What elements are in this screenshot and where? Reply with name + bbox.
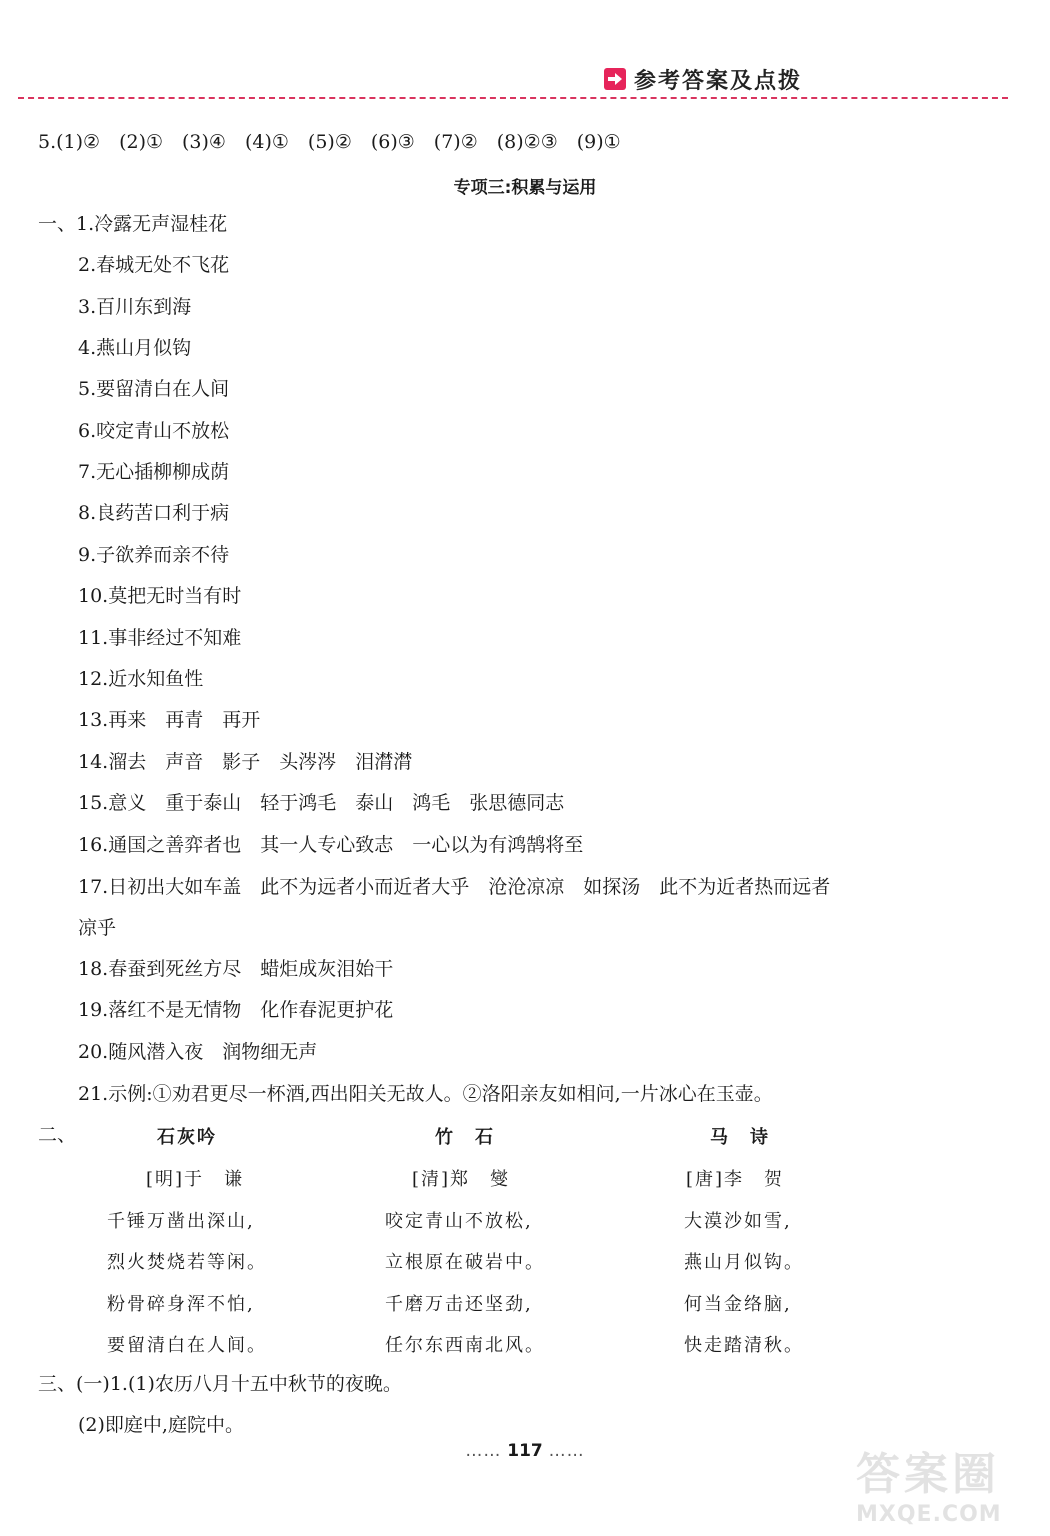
poem-line: 立根原在破岩中。: [385, 1252, 545, 1273]
answer-q5: 5.(1)② (2)① (3)④ (4)① (5)② (6)③ (7)② (8)②③ (9)①: [38, 131, 621, 153]
answer-line: 15.意义 重于泰山 轻于鸿毛 泰山 鸿毛 张思德同志: [78, 792, 565, 814]
header-divider: [18, 97, 1008, 99]
answer-line: 7.无心插柳柳成荫: [78, 461, 230, 483]
answer-line: 16.通国之善弈者也 其一人专心致志 一心以为有鸿鹄将至: [78, 834, 584, 856]
poem-line: 大漠沙如雪,: [684, 1211, 792, 1232]
answer-line: 21.示例:①劝君更尽一杯酒,西出阳关无故人。②洛阳亲友如相问,一片冰心在玉壶。: [78, 1083, 773, 1105]
poem-title: 马 诗: [710, 1127, 770, 1148]
watermark-logo: [856, 1438, 1036, 1530]
answer-line: 19.落红不是无情物 化作春泥更护花: [78, 999, 394, 1021]
watermark-text: 答案圈: [856, 1449, 1000, 1500]
answer-line: 凉乎: [78, 917, 117, 939]
answer-line: 3.百川东到海: [78, 296, 192, 318]
section-title: 专项三:积累与运用: [453, 178, 597, 198]
answer-line: 13.再来 再青 再开: [78, 709, 261, 731]
page-header: [604, 62, 802, 96]
poem-line: 粉骨碎身浑不怕,: [107, 1294, 255, 1315]
poem-line: 千锤万凿出深山,: [107, 1211, 255, 1232]
page-number-value: 117: [507, 1441, 543, 1461]
answer-line: 20.随风潜入夜 润物细无声: [78, 1041, 318, 1063]
poem-line: 快走踏清秋。: [684, 1335, 804, 1356]
poem-line: 要留清白在人间。: [107, 1335, 267, 1356]
part2-label: 二、: [38, 1124, 77, 1146]
poem-title: 石灰吟: [157, 1127, 217, 1148]
watermark-url: MXQE.COM: [856, 1502, 1002, 1527]
answer-line: 9.子欲养而亲不待: [78, 544, 230, 566]
answer-line: 2.春城无处不飞花: [78, 254, 230, 276]
answer-line: 5.要留清白在人间: [78, 378, 230, 400]
page-dots-right: ……: [548, 1441, 585, 1461]
poem-author: [清]郑 燮: [412, 1169, 511, 1190]
poem-line: 烈火焚烧若等闲。: [107, 1252, 267, 1273]
answer-line: 11.事非经过不知难: [78, 627, 242, 649]
answer-line: 17.日初出大如车盖 此不为远者小而近者大乎 沧沧凉凉 如探汤 此不为近者热而远者: [78, 876, 831, 898]
poem-title: 竹 石: [435, 1127, 495, 1148]
header-title: 参考答案及点拨: [633, 68, 802, 94]
answer-line: 12.近水知鱼性: [78, 668, 204, 690]
page-dots-left: ……: [465, 1441, 502, 1461]
arrow-right-icon: [604, 68, 626, 90]
poem-author: [唐]李 贺: [686, 1169, 785, 1190]
poem-author: [明]于 谦: [146, 1169, 245, 1190]
answer-line: 14.溜去 声音 影子 头涔涔 泪潸潸: [78, 751, 413, 773]
answer-line: 6.咬定青山不放松: [78, 420, 230, 442]
answer-line: 18.春蚕到死丝方尽 蜡炬成灰泪始干: [78, 958, 394, 980]
poem-line: 何当金络脑,: [684, 1294, 792, 1315]
answer-line: 三、(一)1.(1)农历八月十五中秋节的夜晚。: [38, 1373, 402, 1395]
answer-line: 一、1.冷露无声湿桂花: [38, 213, 228, 235]
answer-line: 4.燕山月似钩: [78, 337, 192, 359]
poem-line: 千磨万击还坚劲,: [385, 1294, 533, 1315]
answer-line: 8.良药苦口利于病: [78, 502, 230, 524]
poem-line: 咬定青山不放松,: [385, 1211, 533, 1232]
poem-line: 任尔东西南北风。: [385, 1335, 545, 1356]
answer-line: 10.莫把无时当有时: [78, 585, 242, 607]
answer-line: (2)即庭中,庭院中。: [78, 1414, 244, 1436]
poem-line: 燕山月似钩。: [684, 1252, 804, 1273]
